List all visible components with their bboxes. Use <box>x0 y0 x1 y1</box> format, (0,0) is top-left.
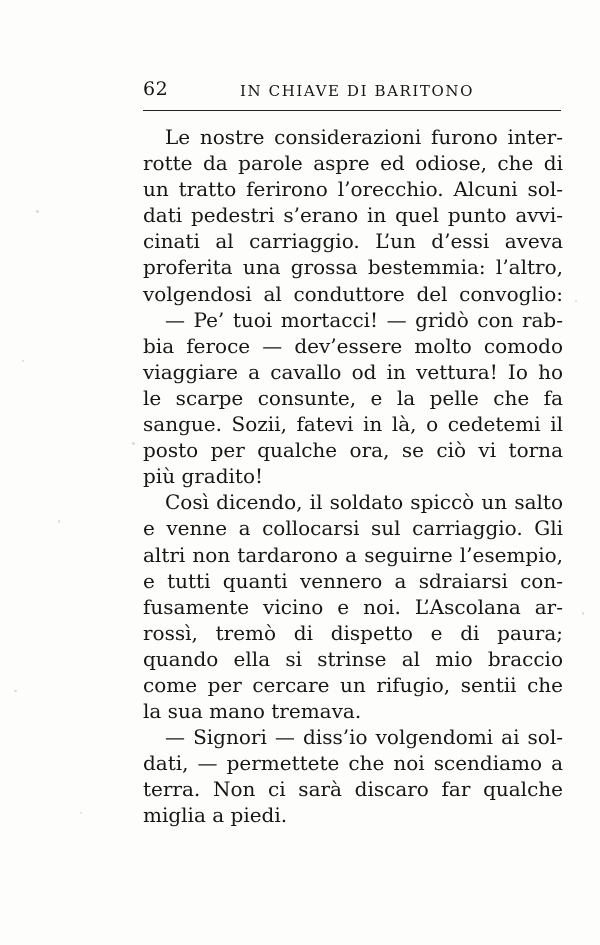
text-line: sangue. Sozii, fatevi in là, o cedetemi il <box>143 412 563 437</box>
text-line: — Pe’ tuoi mortacci! — gridò con rab- <box>165 307 563 332</box>
text-line: più gradito! <box>143 464 264 489</box>
text-line: viaggiare a cavallo od in vettura! Io ho <box>143 359 563 384</box>
paper-speck <box>58 520 60 523</box>
text-line: rotte da parole aspre ed odiose, che di <box>143 151 563 176</box>
text-line: cinati al carriaggio. L’un d’essi aveva <box>143 229 563 254</box>
text-line: la sua mano tremava. <box>143 699 362 724</box>
text-line: bia feroce — dev’essere molto comodo <box>143 333 563 358</box>
text-line: quando ella si strinse al mio braccio <box>143 646 563 671</box>
paper-speck <box>582 612 584 615</box>
text-line: altri non tardarono a seguirne l’esempio, <box>143 542 563 567</box>
text-line: dati pedestri s’erano in quel punto avvi- <box>143 203 563 228</box>
text-line: proferita una grossa bestemmia: l’altro, <box>143 255 563 280</box>
text-line: un tratto ferirono l’orecchio. Alcuni sol- <box>143 177 563 202</box>
text-line: terra. Non ci sarà discaro far qualche <box>143 777 563 802</box>
text-line: dati, — permettete che noi scendiamo a <box>143 751 563 776</box>
header-rule <box>143 110 561 111</box>
page-header <box>143 78 563 108</box>
text-line: posto per qualche ora, se ciò vi torna <box>143 438 563 463</box>
text-line: rossì, tremò di dispetto e di paura; <box>143 620 563 645</box>
text-line: Le nostre considerazioni furono inter- <box>165 125 563 149</box>
text-line: fusamente vicino e noi. L’Ascolana ar- <box>143 594 563 619</box>
text-line: Così dicendo, il soldato spiccò un salto <box>165 490 563 515</box>
text-line: volgendosi al conduttore del convoglio: <box>143 281 563 306</box>
text-line: — Signori — diss’io volgendomi ai sol- <box>165 725 563 750</box>
text-line: miglia a piedi. <box>143 803 288 828</box>
paper-speck <box>22 360 24 362</box>
paper-speck <box>80 812 82 814</box>
running-title: IN CHIAVE DI BARITONO <box>240 82 475 100</box>
paper-speck <box>36 210 39 213</box>
paper-speck <box>575 300 577 302</box>
paper-speck <box>132 442 135 445</box>
text-line: e tutti quanti vennero a sdraiarsi con- <box>143 568 563 593</box>
text-line: le scarpe consunte, e la pelle che fa <box>143 385 563 410</box>
text-line: e venne a collocarsi sul carriaggio. Gli <box>143 516 563 541</box>
text-line: come per cercare un rifugio, sentii che <box>143 672 563 697</box>
body-text <box>143 124 563 829</box>
paper-speck <box>14 690 17 692</box>
page-number: 62 <box>143 78 169 100</box>
